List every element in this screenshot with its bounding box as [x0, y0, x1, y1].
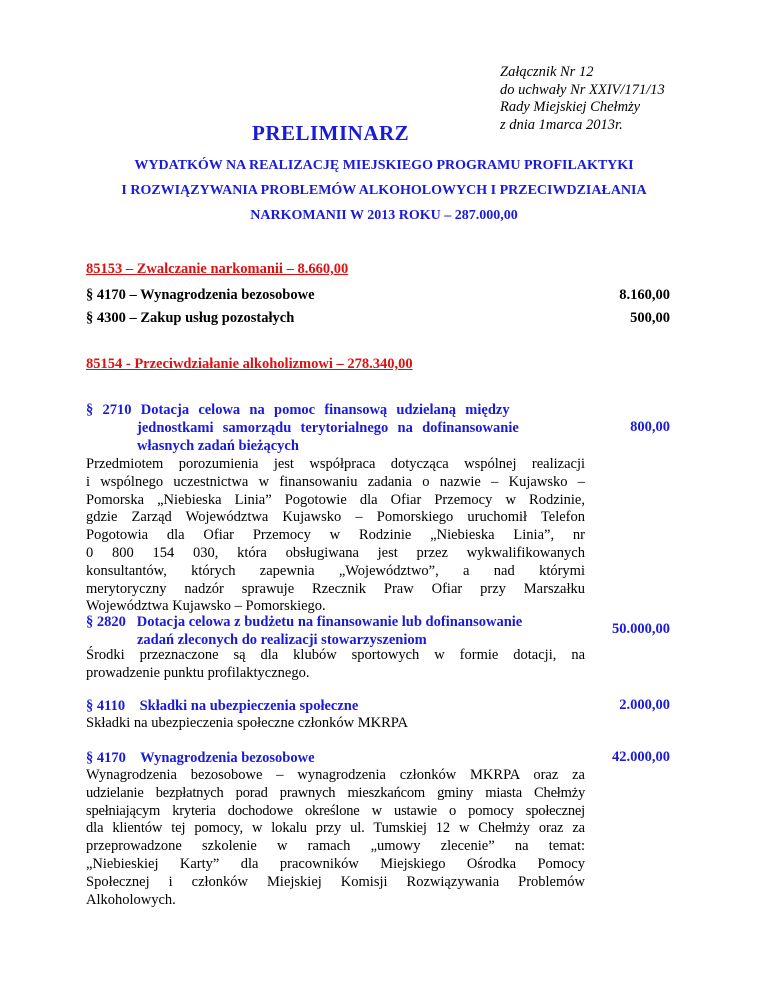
annex-line: Rady Miejskiej Chełmży: [500, 99, 641, 115]
paragraph-line: „Niebieskiej Karty” dla pracowników Miejskiego Ośrodka Pomocy: [86, 855, 585, 872]
paragraph-line: Środki przeznaczone są dla klubów sportowych w formie dotacji, na: [86, 647, 585, 663]
item-4170-amount: 42.000,00: [612, 749, 670, 765]
document-title: PRELIMINARZ: [252, 121, 410, 145]
subtitle-line: I ROZWIĄZYWANIA PROBLEMÓW ALKOHOLOWYCH I PRZECIWDZIAŁANIA: [121, 183, 647, 198]
budget-line-amount: 500,00: [630, 310, 670, 326]
annex-line: z dnia 1marca 2013r.: [500, 116, 623, 133]
item-4170-title: [86, 749, 586, 767]
item-2820-description: [86, 647, 585, 683]
annex-line: Załącznik Nr 12: [500, 64, 594, 80]
item-4110-title: [86, 697, 586, 715]
item-4110-description: [86, 715, 585, 733]
section-heading-85154: 85154 - Przeciwdziałanie alkoholizmowi – 278.340,00: [86, 356, 413, 372]
paragraph-line: prowadzenie punktu profilaktycznego.: [86, 664, 310, 681]
budget-line-label: § 4300 – Zakup usług pozostałych: [86, 310, 295, 326]
item-2820-amount: 50.000,00: [612, 621, 670, 637]
paragraph-line: udzielanie bezpłatnych porad prawnych mieszkańcom gminy miasta Chełmży: [86, 784, 585, 801]
item-title-line: jednostkami samorządu terytorialnego na dofinansowanie: [137, 420, 519, 436]
budget-line-label: § 4170 – Wynagrodzenia bezosobowe: [86, 287, 315, 303]
paragraph-line: 0 800 154 030, która obsługiwana jest przez wykwalifikowanych: [86, 544, 585, 561]
paragraph-line: Przedmiotem porozumienia jest współpraca dotycząca wspólnej realizacji: [86, 456, 585, 472]
paragraph-line: Wynagrodzenia bezosobowe – wynagrodzenia członków MKRPA oraz za: [86, 767, 585, 783]
paragraph-line: gdzie Zarząd Województwa Kujawsko – Pomorskiego uruchomił Telefon: [86, 509, 585, 526]
subtitle-line: NARKOMANII W 2013 ROKU – 287.000,00: [250, 208, 518, 223]
subtitle-line: WYDATKÓW NA REALIZACJĘ MIEJSKIEGO PROGRAMU PROFILAKTYKI: [134, 158, 634, 173]
item-title-line: § 4170 Wynagrodzenia bezosobowe: [86, 750, 315, 766]
item-title-line: własnych zadań bieżących: [137, 438, 299, 454]
paragraph-line: Województwa Kujawsko – Pomorskiego.: [86, 598, 326, 615]
item-title-line: § 4110 Składki na ubezpieczenia społeczne: [86, 698, 359, 714]
item-title-line: § 2710 Dotacja celowa na pomoc finansową udzielaną między: [86, 402, 510, 418]
paragraph-line: przeprowadzone szkolenie w ramach „umowy zlecenie” na temat:: [86, 838, 585, 855]
paragraph-line: Pogotowia dla Ofiar Przemocy w Rodzinie „Niebieska Linia”, nr: [86, 527, 585, 544]
paragraph-line: i wspólnego uczestnictwa w finansowaniu zadania o nazwie – Kujawsko –: [86, 473, 585, 490]
section-heading-85153: 85153 – Zwalczanie narkomanii – 8.660,00: [86, 261, 349, 277]
paragraph-line: Składki na ubezpieczenia społeczne członków MKRPA: [86, 715, 409, 731]
item-title-line: zadań zleconych do realizacji stowarzyszeniom: [137, 632, 427, 648]
paragraph-line: Pomorska „Niebieska Linia” Pogotowie dla Ofiar Przemocy w Rodzinie,: [86, 491, 585, 508]
item-title-line: § 2820 Dotacja celowa z budżetu na finansowanie lub dofinansowanie: [86, 614, 523, 630]
annex-line: do uchwały Nr XXIV/171/13: [500, 81, 665, 98]
item-2710-amount: 800,00: [630, 419, 670, 435]
paragraph-line: merytoryczny nadzór sprawuje Rzecznik Praw Ofiar przy Marszałku: [86, 580, 585, 597]
item-4110-amount: 2.000,00: [619, 697, 670, 713]
paragraph-line: spełniającym kryteria dochodowe określone w ustawie o pomocy społecznej: [86, 802, 585, 819]
item-2710-description: [86, 456, 585, 616]
item-2820-title: [86, 613, 586, 649]
item-4170-description: [86, 767, 585, 909]
paragraph-line: konsultantów, których zapewnia „Województwo”, a nad którymi: [86, 562, 585, 579]
paragraph-line: Alkoholowych.: [86, 891, 176, 908]
item-2710-title: [86, 401, 586, 455]
paragraph-line: Społecznej i członków Miejskiej Komisji Rozwiązywania Problemów: [86, 873, 585, 890]
paragraph-line: dla klientów tej pomocy, w lokalu przy ul. Tumskiej 12 w Chełmży oraz za: [86, 820, 585, 837]
annex-note: [500, 64, 665, 134]
budget-line-amount: 8.160,00: [619, 287, 670, 303]
